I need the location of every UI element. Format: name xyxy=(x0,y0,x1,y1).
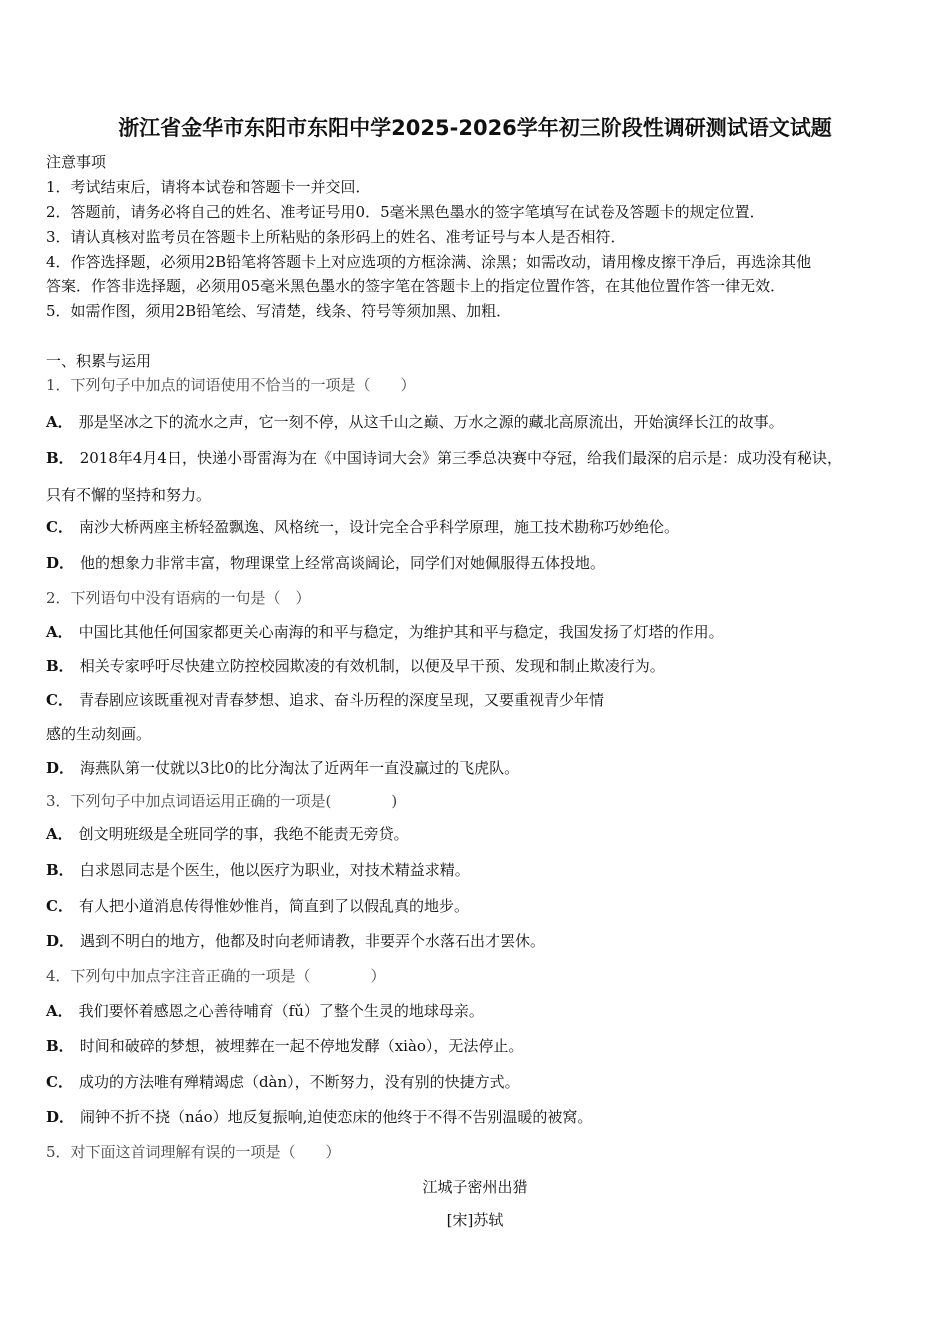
question-2-option-b xyxy=(46,656,665,676)
poem-author: [宋]苏轼 xyxy=(446,1211,504,1229)
option-text: 遇到不明白的地方，他都及时向老师请教，非要弄个水落石出才罢休。 xyxy=(80,932,546,950)
question-2-option-d xyxy=(46,758,519,778)
option-key: A． xyxy=(46,413,73,431)
question-1-stem: 1．下列句子中加点的词语使用不恰当的一项是（ ） xyxy=(46,376,416,394)
option-text: 相关专家呼吁尽快建立防控校园欺凌的有效机制，以便及早干预、发现和制止欺凌行为。 xyxy=(79,657,665,675)
option-key: D． xyxy=(46,554,75,572)
question-4-option-d xyxy=(46,1107,592,1127)
option-key: C． xyxy=(46,518,73,536)
question-3-option-c xyxy=(46,896,469,916)
option-key: C． xyxy=(46,897,73,915)
page-title: 浙江省金华市东阳市东阳中学2025-2026学年初三阶段性调研测试语文试题 xyxy=(118,116,832,140)
option-key: B． xyxy=(46,861,74,879)
question-4-option-b xyxy=(46,1036,523,1056)
question-3-option-a xyxy=(46,824,409,844)
notice-item-5: 5．如需作图，须用2B铅笔绘、写清楚，线条、符号等须加黑、加粗． xyxy=(46,302,512,320)
option-text: 2018年4月4日，快递小哥雷海为在《中国诗词大会》第三季总决赛中夺冠，给我们最深的启示是：成功没有秘诀， xyxy=(79,449,842,467)
poem-title: 江城子密州出猎 xyxy=(422,1178,528,1196)
question-1-option-d xyxy=(46,553,605,573)
option-key: A． xyxy=(46,825,73,843)
question-2-option-c xyxy=(46,690,604,710)
option-key: B． xyxy=(46,449,74,467)
option-text: 有人把小道消息传得惟妙惟肖，简直到了以假乱真的地步。 xyxy=(78,897,469,915)
option-text: 闹钟不折不挠（náo）地反复振响,迫使恋床的他终于不得不告别温暖的被窝。 xyxy=(80,1108,593,1126)
notice-item-1: 1．考试结束后，请将本试卷和答题卡一并交回． xyxy=(46,178,371,196)
notice-item-4: 4．作答选择题，必须用2B铅笔将答题卡上对应选项的方框涂满、涂黑；如需改动，请用橡皮擦干净后，再选涂其他 xyxy=(46,253,812,271)
option-text: 青春剧应该既重视对青春梦想、追求、奋斗历程的深度呈现，又要重视青少年情 xyxy=(78,691,604,709)
option-text: 中国比其他任何国家都更关心南海的和平与稳定，为维护其和平与稳定，我国发扬了灯塔的作用。 xyxy=(78,623,724,641)
option-text: 那是坚冰之下的流水之声，它一刻不停，从这千山之巅、万水之源的藏北高原流出，开始演绎长江的故事。 xyxy=(78,413,784,431)
option-text: 时间和破碎的梦想，被埋葬在一起不停地发酵（xiào），无法停止。 xyxy=(79,1037,524,1055)
option-text: 他的想象力非常丰富，物理课堂上经常高谈阔论，同学们对她佩服得五体投地。 xyxy=(80,554,606,572)
question-1-option-c xyxy=(46,517,679,537)
option-text: 南沙大桥两座主桥轻盈飘逸、风格统一，设计完全合乎科学原理，施工技术勘称巧妙绝伦。 xyxy=(78,518,679,536)
option-text: 我们要怀着感恩之心善待哺育（fǔ）了整个生灵的地球母亲。 xyxy=(78,1002,484,1020)
notice-item-3: 3．请认真核对监考员在答题卡上所粘贴的条形码上的姓名、准考证号与本人是否相符． xyxy=(46,228,626,246)
option-key: A． xyxy=(46,1002,73,1020)
question-2-option-c-cont: 感的生动刻画。 xyxy=(46,725,152,743)
question-3-option-d xyxy=(46,931,545,951)
notice-item-2: 2．答题前，请务必将自己的姓名、准考证号用0．5毫米黑色墨水的签字笔填写在试卷及答题卡的规定位置． xyxy=(46,203,765,221)
option-key: C． xyxy=(46,691,73,709)
notice-item-4-cont: 答案．作答非选择题，必须用05毫米黑色墨水的签字笔在答题卡上的指定位置作答，在其他位置作答一律无效． xyxy=(46,277,786,295)
question-2-stem: 2．下列语句中没有语病的一句是（ ） xyxy=(46,589,311,607)
question-1-option-b xyxy=(46,448,842,468)
option-key: D． xyxy=(46,759,75,777)
question-3-stem: 3．下列句子中加点词语运用正确的一项是( ) xyxy=(46,792,398,810)
option-key: C． xyxy=(46,1073,73,1091)
question-5-stem: 5．对下面这首词理解有误的一项是（ ） xyxy=(46,1143,341,1161)
option-text: 白求恩同志是个医生，他以医疗为职业，对技术精益求精。 xyxy=(79,861,470,879)
option-text: 海燕队第一仗就以3比0的比分淘汰了近两年一直没赢过的飞虎队。 xyxy=(80,759,520,777)
option-key: A． xyxy=(46,623,73,641)
question-1-option-b-cont: 只有不懈的坚持和努力。 xyxy=(46,486,212,504)
notice-heading: 注意事项 xyxy=(46,153,107,171)
option-key: B． xyxy=(46,657,74,675)
option-key: B． xyxy=(46,1037,74,1055)
question-3-option-b xyxy=(46,860,470,880)
option-key: D． xyxy=(46,932,75,950)
question-4-option-a xyxy=(46,1001,484,1021)
question-4-stem: 4．下列句中加点字注音正确的一项是（ ） xyxy=(46,967,386,985)
option-key: D． xyxy=(46,1108,75,1126)
option-text: 成功的方法唯有殚精竭虑（dàn），不断努力，没有别的快捷方式。 xyxy=(78,1073,520,1091)
question-4-option-c xyxy=(46,1072,520,1092)
question-2-option-a xyxy=(46,622,724,642)
option-text: 创文明班级是全班同学的事，我绝不能责无旁贷。 xyxy=(78,825,409,843)
question-1-option-a xyxy=(46,412,784,432)
section-heading: 一、积累与运用 xyxy=(46,352,152,370)
